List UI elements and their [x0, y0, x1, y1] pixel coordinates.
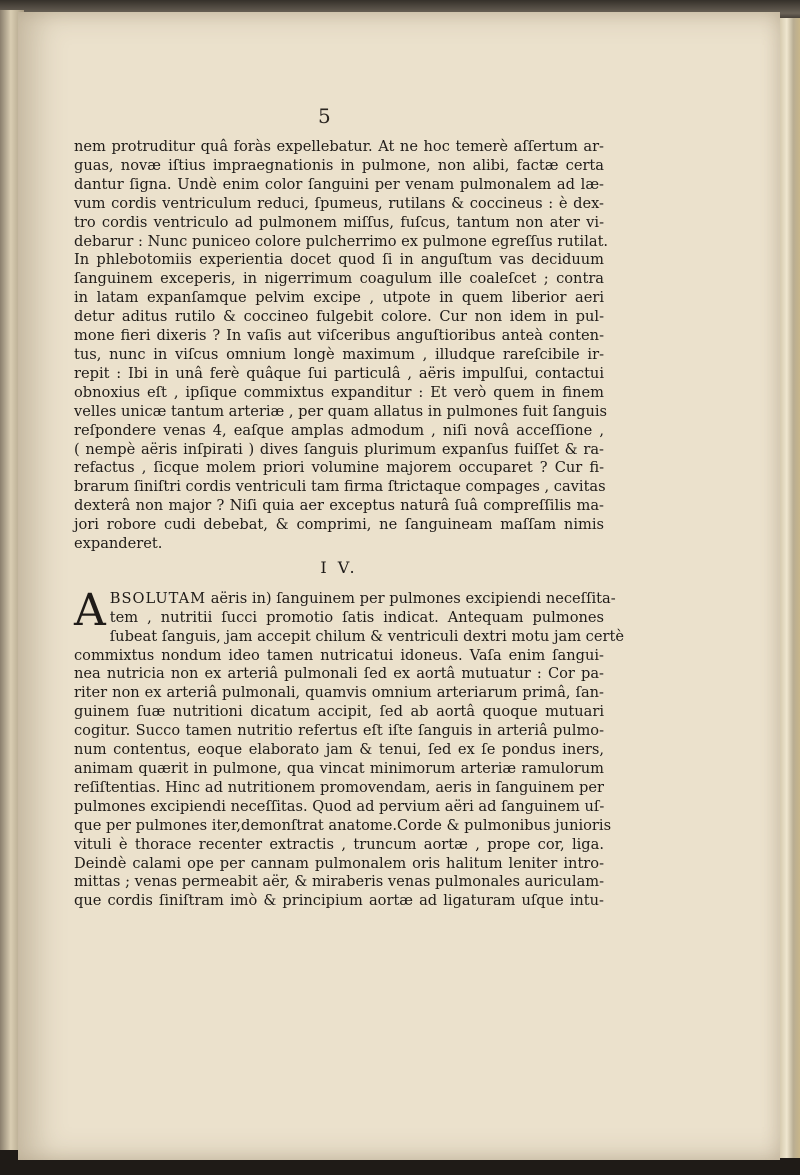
text-line: Deindè calami ope per cannam pulmonalem oris halitum leniter intro- [74, 854, 604, 872]
text-line: cogitur. Succo tamen nutritio refertus eſt iſte ſanguis in arteriâ pulmo- [74, 722, 604, 740]
text-line [74, 589, 616, 609]
text-line: reſiſtentias. Hinc ad nutritionem promovendam, aeris in ſanguinem per [74, 778, 604, 796]
text-line: in latam expanſamque pelvim excipe , utpote in quem liberior aeri [74, 289, 604, 307]
text-line: dexterâ non major ? Niſi quia aer exceptus naturâ ſuâ compreſſilis ma- [74, 497, 604, 515]
text-line: que cordis ſiniſtram imò & principium aortæ ad ligaturam uſque intu- [74, 892, 604, 910]
text-line: jori robore cudi debebat, & comprimi, ne ſanguineam maſſam nimis [74, 516, 604, 534]
text-line: animam quærit in pulmone, qua vincat minimorum arteriæ ramulorum [74, 760, 604, 777]
paragraph-1 [74, 138, 609, 554]
text-line: mittas ; venas permeabit aër, & miraberis venas pulmonales auriculam- [74, 873, 605, 891]
text-line: guinem ſuæ nutritioni dicatum accipit, ſed ab aortâ quoque mutuari [74, 703, 604, 721]
text-line: vum cordis ventriculum reduci, ſpumeus, rutilans & coccineus : è dex- [74, 194, 604, 212]
text-line: vituli è thorace recenter extractis , truncum aortæ , prope cor, liga. [74, 835, 604, 853]
first-word: BSOLUTAM [109, 589, 207, 607]
book-page [18, 12, 780, 1160]
text-line: brarum ſiniſtri cordis ventriculi tam firma ſtrictaque compages , cavitas [74, 478, 606, 496]
text-line: tro cordis ventriculo ad pulmonem miſſus, fuſcus, tantum non ater vi- [74, 213, 604, 231]
text-line: num contentus, eoque elaborato jam & tenui, ſed ex ſe pondus iners, [74, 741, 604, 759]
text-line: ( nempè aëris inſpirati ) dives ſanguis plurimum expanſus fuiſſet & ra- [74, 440, 604, 458]
book-fore-edge [778, 18, 800, 1158]
paragraph-2-lines [74, 608, 624, 912]
text-line: pulmones excipiendi neceſſitas. Quod ad pervium aëri ad ſanguinem uſ- [74, 797, 605, 815]
text-line: obnoxius eſt , ipſique commixtus expanditur : Et verò quem in finem [74, 383, 604, 401]
text-line: debarur : Nunc puniceo colore pulcherrimo ex pulmone egreſſus rutilat. [74, 232, 609, 250]
drop-cap: A [74, 584, 106, 636]
text-line: tus, nunc in viſcus omnium longè maximum , illudque rareſcibile ir- [74, 345, 604, 363]
text-line: nea nutricia non ex arteriâ pulmonali ſed ex aortâ mutuatur : Cor pa- [74, 665, 604, 683]
text-line: nem protruditur quâ foràs expellebatur. At ne hoc temerè aſſertum ar- [74, 138, 604, 155]
first-line-rest: aëris in) ſanguinem per pulmones excipiendi neceſſita- [210, 589, 616, 607]
page-number: 5 [318, 104, 331, 128]
section-heading: I V. [320, 557, 358, 577]
text-line: commixtus nondum ideo tamen nutricatui idoneus. Vaſa enim ſangui- [74, 646, 604, 664]
text-line: mone fieri dixeris ? In vaſis aut viſceribus anguſtioribus anteà conten- [74, 327, 604, 345]
text-line: expanderet. [74, 535, 163, 553]
text-line: velles unicæ tantum arteriæ , per quam allatus in pulmones fuit ſanguis [74, 402, 608, 420]
text-line: ſanguinem exceperis, in nigerrimum coagulum ille coaleſcet ; contra [74, 270, 604, 288]
paragraph-2 [74, 584, 624, 911]
text-line: reſpondere venas 4, eaſque amplas admodum , niſi novâ acceſſione , [74, 421, 604, 439]
text-line: ſubeat ſanguis, jam accepit chilum & ventriculi dextri motu jam certè [109, 627, 624, 645]
text-block [74, 138, 624, 911]
text-line: dantur ſigna. Undè enim color ſanguini per venam pulmonalem ad læ- [74, 175, 604, 193]
text-line: detur aditus rutilo & coccineo fulgebit colore. Cur non idem in pul- [74, 308, 604, 326]
text-line: riter non ex arteriâ pulmonali, quamvis omnium arteriarum primâ, ſan- [74, 684, 604, 702]
text-line: repit : Ibi in unâ ferè quâque ſui particulâ , aëris impulſui, contactui [74, 364, 604, 382]
text-line: tem , nutritii ſucci promotio ſatis indicat. Antequam pulmones [109, 608, 604, 626]
text-line: guas, novæ iſtius impraegnationis in pulmone, non alibi, factæ certa [74, 156, 604, 174]
text-line: que per pulmones iter,demonſtrat anatome.Corde & pulmonibus junioris [74, 816, 612, 834]
text-line: refactus , ſicque molem priori volumine majorem occuparet ? Cur fi- [74, 459, 604, 477]
text-line: In phlebotomiis experientia docet quod ſi in anguſtum vas deciduum [74, 251, 604, 269]
